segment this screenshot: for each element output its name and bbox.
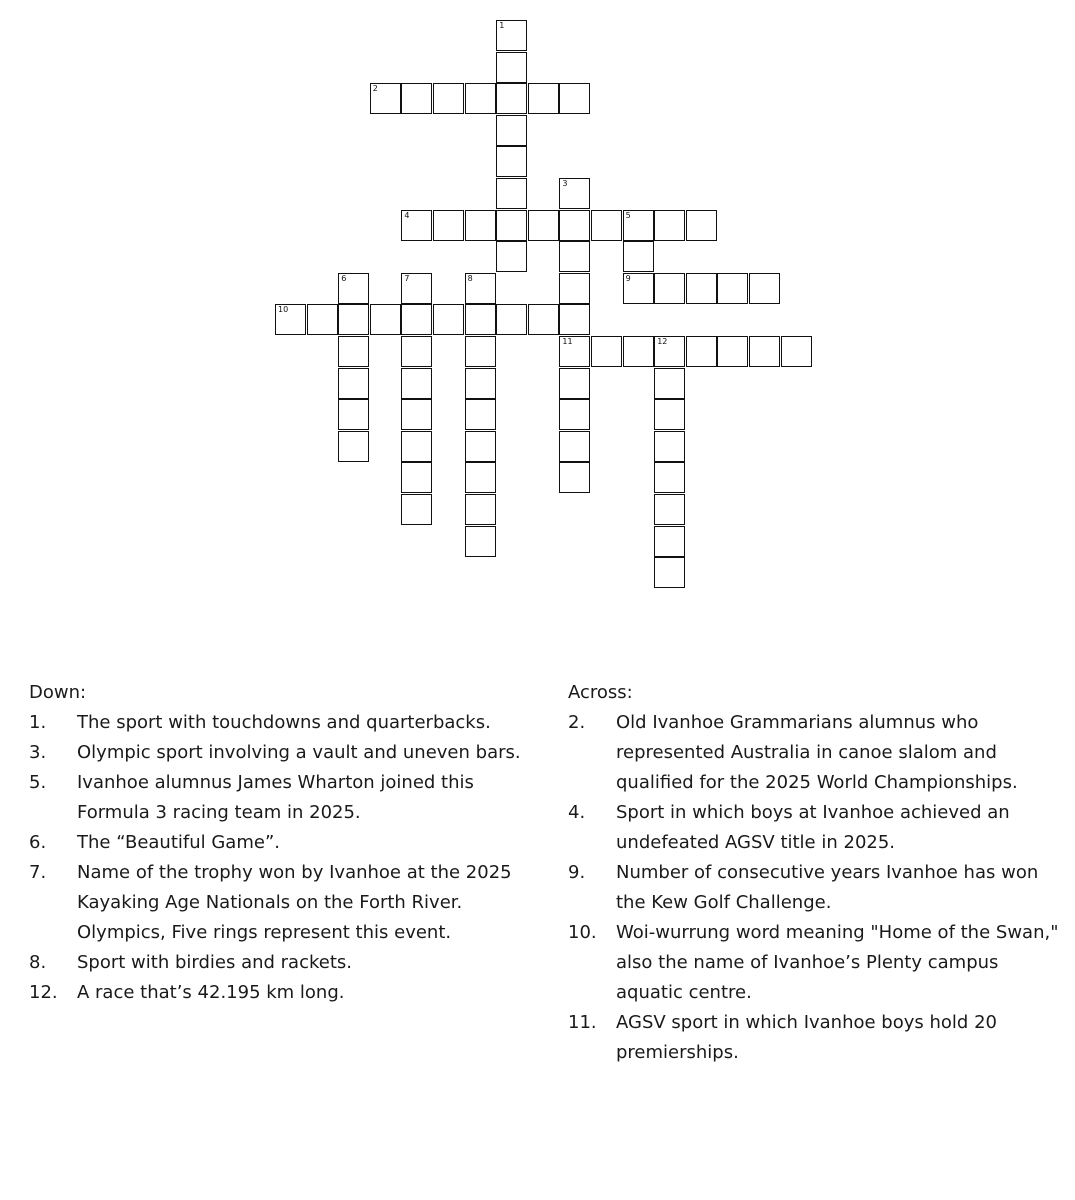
crossword-cell[interactable] [686, 336, 717, 367]
clue-text: Number of consecutive years Ivanhoe has won the Kew Golf Challenge. [616, 862, 1039, 913]
crossword-cell[interactable] [401, 399, 432, 430]
crossword-cell[interactable] [496, 304, 527, 335]
down-clue [29, 828, 529, 858]
across-clue-list [568, 708, 1063, 1068]
crossword-cell[interactable] [654, 399, 685, 430]
clue-number: 5. [29, 772, 47, 793]
crossword-cell[interactable] [401, 336, 432, 367]
cell-number: 2 [372, 84, 378, 94]
cell-number: 12 [657, 337, 668, 346]
crossword-cell[interactable] [465, 368, 496, 399]
down-clue [29, 858, 529, 948]
crossword-cell[interactable] [496, 146, 527, 177]
crossword-cell[interactable] [654, 273, 685, 304]
clue-text: Sport in which boys at Ivanhoe achieved an undefeated AGSV title in 2025. [616, 802, 1010, 853]
clue-text: The sport with touchdowns and quarterbacks. [77, 712, 491, 733]
down-clue [29, 978, 529, 1008]
crossword-cell[interactable] [749, 336, 780, 367]
crossword-cell[interactable] [401, 273, 432, 304]
crossword-cell[interactable] [496, 83, 527, 114]
crossword-cell[interactable] [338, 336, 369, 367]
clue-number: 10. [568, 922, 597, 943]
cell-number: 4 [404, 210, 410, 220]
clue-number: 8. [29, 952, 47, 973]
clue-text: A race that’s 42.195 km long. [77, 982, 345, 1003]
clue-text: AGSV sport in which Ivanhoe boys hold 20 premierships. [616, 1012, 997, 1063]
crossword-cell[interactable] [717, 336, 748, 367]
crossword-cell[interactable] [591, 210, 622, 241]
clue-number: 4. [568, 802, 586, 823]
crossword-cell[interactable] [433, 210, 464, 241]
crossword-cell[interactable] [338, 368, 369, 399]
crossword-cell[interactable] [559, 304, 590, 335]
crossword-cell[interactable] [465, 399, 496, 430]
crossword-cell[interactable] [654, 526, 685, 557]
clue-number: 11. [568, 1012, 597, 1033]
crossword-cell[interactable] [496, 178, 527, 209]
crossword-cell[interactable] [528, 210, 559, 241]
crossword-cell[interactable] [654, 210, 685, 241]
across-clue [568, 858, 1063, 918]
cell-number: 8 [467, 273, 473, 283]
clue-number: 6. [29, 832, 47, 853]
crossword-cell[interactable] [559, 210, 590, 241]
crossword-cell[interactable] [338, 431, 369, 462]
crossword-cell[interactable] [307, 304, 338, 335]
crossword-cell[interactable] [686, 210, 717, 241]
crossword-cell[interactable] [465, 83, 496, 114]
crossword-cell[interactable] [559, 336, 590, 367]
crossword-cell[interactable] [496, 20, 527, 51]
cell-number: 1 [499, 21, 505, 30]
crossword-cell[interactable] [528, 304, 559, 335]
cell-number: 5 [625, 210, 631, 220]
crossword-cell[interactable] [401, 210, 432, 241]
crossword-cell[interactable] [559, 178, 590, 209]
crossword-cell[interactable] [623, 273, 654, 304]
crossword-cell[interactable] [559, 368, 590, 399]
across-clues-heading: Across: [568, 682, 633, 703]
crossword-cell[interactable] [338, 304, 369, 335]
crossword-cell[interactable] [401, 368, 432, 399]
crossword-cell[interactable] [370, 83, 401, 114]
crossword-cell[interactable] [559, 241, 590, 272]
crossword-cell[interactable] [496, 115, 527, 146]
crossword-cell[interactable] [559, 431, 590, 462]
crossword-cell[interactable] [623, 336, 654, 367]
across-clues-column [568, 678, 1063, 1068]
crossword-cell[interactable] [686, 273, 717, 304]
down-clue [29, 948, 529, 978]
crossword-cell[interactable] [591, 336, 622, 367]
clue-text: Ivanhoe alumnus James Wharton joined this Formula 3 racing team in 2025. [77, 772, 474, 823]
crossword-cell[interactable] [496, 210, 527, 241]
across-clue [568, 708, 1063, 798]
cell-number: 10 [278, 305, 289, 315]
crossword-cell[interactable] [654, 494, 685, 525]
crossword-cell[interactable] [338, 273, 369, 304]
clue-text: The “Beautiful Game”. [77, 832, 280, 853]
down-clues-column [29, 678, 529, 1008]
crossword-cell[interactable] [338, 399, 369, 430]
crossword-cell[interactable] [401, 494, 432, 525]
across-clue [568, 918, 1063, 1008]
clue-text: Woi-wurrung word meaning "Home of the Swan," also the name of Ivanhoe’s Plenty campus aquatic centre. [616, 922, 1059, 1003]
crossword-cell[interactable] [465, 494, 496, 525]
crossword-cell[interactable] [654, 368, 685, 399]
crossword-cell[interactable] [559, 273, 590, 304]
down-clue-list [29, 708, 529, 1008]
crossword-cell[interactable] [528, 83, 559, 114]
clue-number: 1. [29, 712, 47, 733]
crossword-cell[interactable] [781, 336, 812, 367]
crossword-cell[interactable] [465, 431, 496, 462]
crossword-cell[interactable] [465, 526, 496, 557]
clue-number: 7. [29, 862, 47, 883]
crossword-cell[interactable] [559, 83, 590, 114]
clue-text: Old Ivanhoe Grammarians alumnus who represented Australia in canoe slalom and qualified for the 2025 World Championships. [616, 712, 1018, 793]
cell-number: 11 [562, 337, 573, 346]
clue-number: 9. [568, 862, 586, 883]
crossword-cell[interactable] [465, 273, 496, 304]
crossword-cell[interactable] [401, 431, 432, 462]
clue-text: Sport with birdies and rackets. [77, 952, 352, 973]
crossword-cell[interactable] [623, 241, 654, 272]
crossword-cell[interactable] [465, 336, 496, 367]
crossword-cell[interactable] [370, 304, 401, 335]
across-clue [568, 798, 1063, 858]
clue-text: Olympic sport involving a vault and uneven bars. [77, 742, 521, 763]
crossword-cell[interactable] [401, 304, 432, 335]
crossword-cell[interactable] [465, 462, 496, 493]
clue-text: Name of the trophy won by Ivanhoe at the 2025 Kayaking Age Nationals on the Forth River. Olympics, Five rings represent this event. [77, 862, 512, 943]
cell-number: 7 [404, 273, 410, 283]
cell-number: 6 [341, 273, 347, 283]
cell-number: 3 [562, 179, 568, 188]
crossword-cell[interactable] [465, 304, 496, 335]
crossword-cell[interactable] [433, 304, 464, 335]
clue-number: 12. [29, 982, 58, 1003]
crossword-cell[interactable] [401, 83, 432, 114]
clue-number: 2. [568, 712, 586, 733]
across-clue [568, 1008, 1063, 1068]
crossword-cell[interactable] [623, 210, 654, 241]
down-clues-heading: Down: [29, 682, 87, 703]
clue-number: 3. [29, 742, 47, 763]
crossword-cell[interactable] [654, 462, 685, 493]
crossword-cell[interactable] [654, 557, 685, 588]
crossword-cell[interactable] [401, 462, 432, 493]
down-clue [29, 708, 529, 738]
crossword-cell[interactable] [465, 210, 496, 241]
crossword-cell[interactable] [559, 462, 590, 493]
crossword-cell[interactable] [559, 399, 590, 430]
crossword-cell[interactable] [654, 431, 685, 462]
cell-number: 9 [625, 273, 631, 283]
down-clue [29, 768, 529, 828]
crossword-cell[interactable] [717, 273, 748, 304]
down-clue [29, 738, 529, 768]
crossword-cell[interactable] [749, 273, 780, 304]
crossword-cell[interactable] [433, 83, 464, 114]
crossword-cell[interactable] [275, 304, 306, 335]
crossword-cell[interactable] [496, 241, 527, 272]
crossword-cell[interactable] [654, 336, 685, 367]
crossword-cell[interactable] [496, 52, 527, 83]
